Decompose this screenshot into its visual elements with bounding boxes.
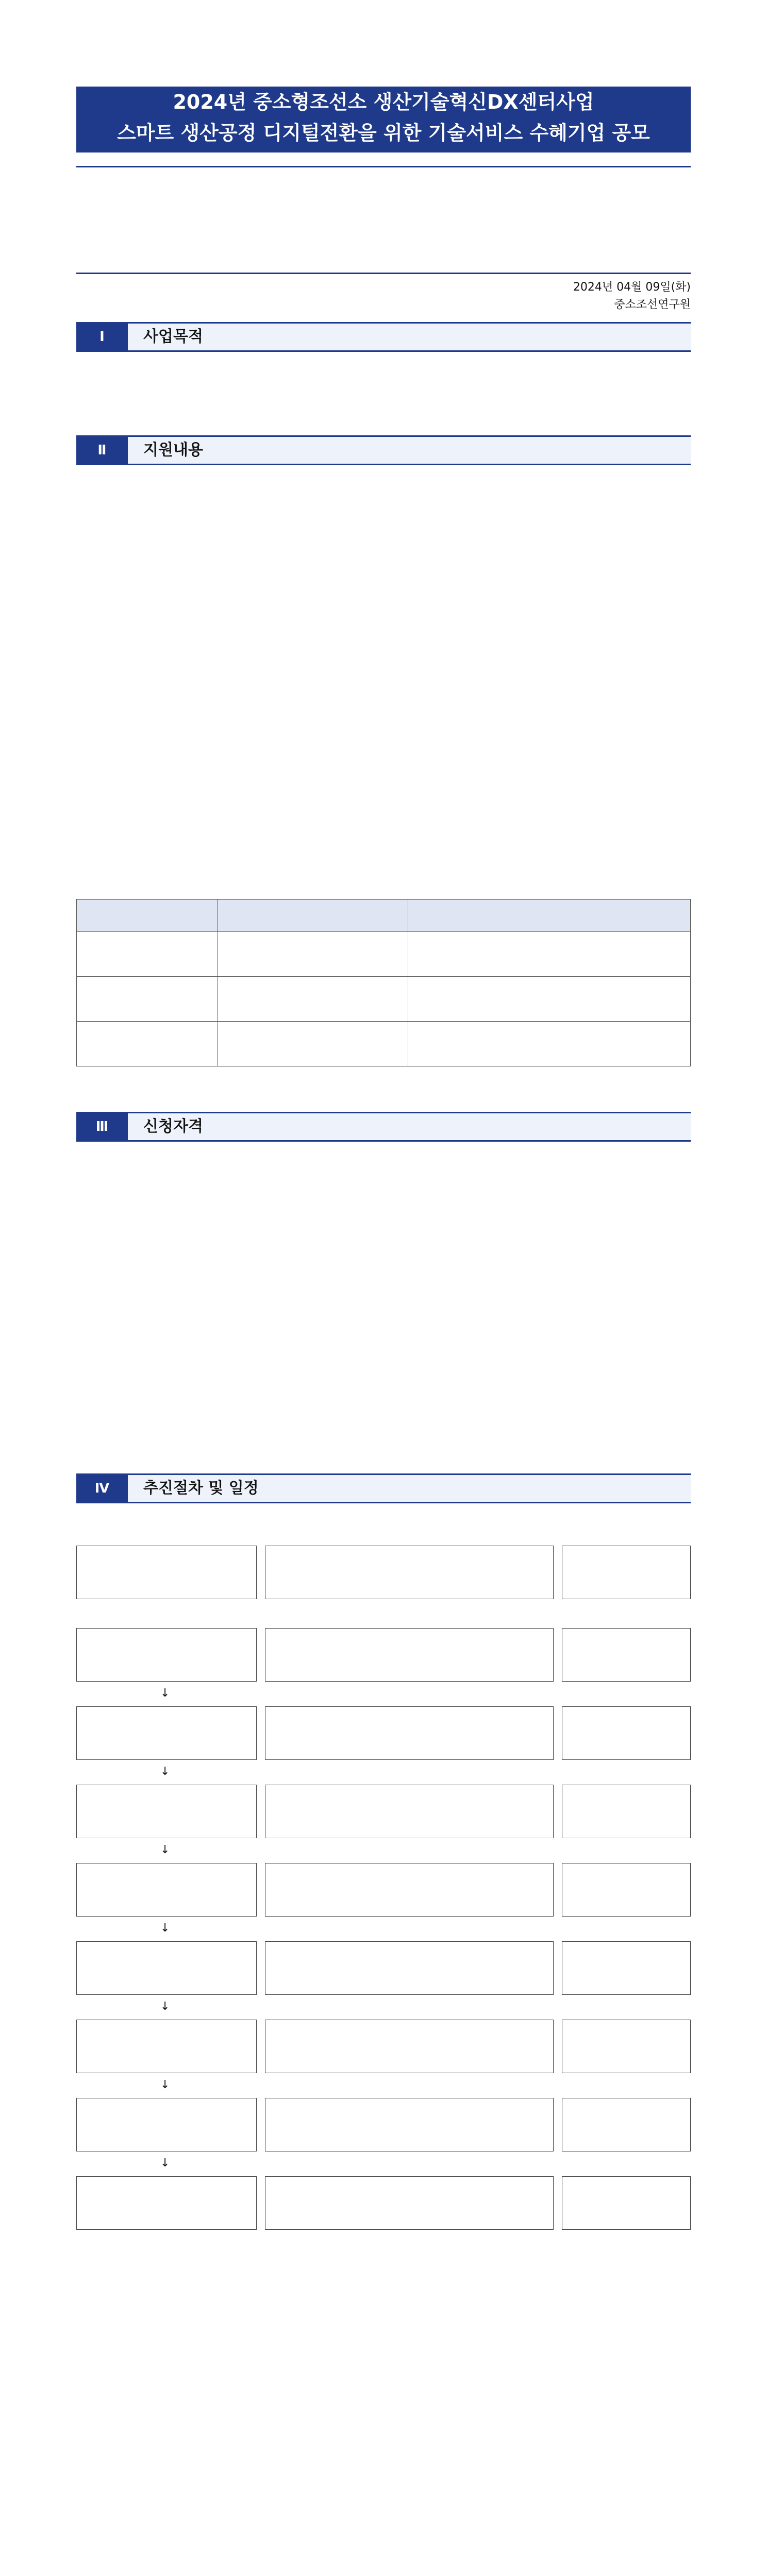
table-row: [77, 1022, 691, 1066]
procedure-org: [265, 2098, 554, 2151]
procedure-date: [562, 1628, 691, 1682]
procedure-row: [76, 2020, 691, 2073]
section-title: 추진절차 및 일정: [143, 1479, 259, 1497]
down-arrow-icon: ↓: [160, 2078, 170, 2091]
section-header-4: [76, 1473, 691, 1503]
procedure-row: [76, 1941, 691, 1995]
procedure-org-header: [265, 1546, 554, 1599]
support-table: [76, 899, 691, 1066]
procedure-org: [265, 1863, 554, 1917]
procedure-date: [562, 2176, 691, 2230]
procedure-date: [562, 1706, 691, 1760]
table-header-row: [77, 900, 691, 932]
procedure-date: [562, 2020, 691, 2073]
procedure-step: [76, 1706, 257, 1760]
procedure-date: [562, 2098, 691, 2151]
procedure-date: [562, 1785, 691, 1838]
table-row: [77, 977, 691, 1022]
notice-date: 2024년 04월 09일(화): [573, 281, 691, 294]
section-number: Ⅲ: [76, 1113, 128, 1140]
procedure-step: [76, 2176, 257, 2230]
procedure-org: [265, 2176, 554, 2230]
section-header-3: [76, 1112, 691, 1142]
procedure-org: [265, 1628, 554, 1682]
procedure-row: [76, 2098, 691, 2151]
notice-organization: 중소조선연구원: [614, 298, 691, 311]
down-arrow-icon: ↓: [160, 2000, 170, 2013]
section-number: Ⅱ: [76, 437, 128, 464]
down-arrow-icon: ↓: [160, 1922, 170, 1935]
down-arrow-icon: ↓: [160, 1843, 170, 1856]
procedure-row: [76, 1863, 691, 1917]
section-title: 신청자격: [143, 1117, 203, 1136]
procedure-header-row: [76, 1546, 691, 1599]
procedure-step: [76, 2098, 257, 2151]
down-arrow-icon: ↓: [160, 1687, 170, 1700]
procedure-flow: [76, 1546, 691, 2504]
procedure-step: [76, 1628, 257, 1682]
procedure-step: [76, 1941, 257, 1995]
section-number: Ⅳ: [76, 1475, 128, 1502]
procedure-row: [76, 1628, 691, 1682]
procedure-org: [265, 1941, 554, 1995]
procedure-row: [76, 1706, 691, 1760]
procedure-date: [562, 1941, 691, 1995]
procedure-date: [562, 1863, 691, 1917]
procedure-row: [76, 1785, 691, 1838]
title-banner: [76, 87, 691, 152]
procedure-date-header: [562, 1546, 691, 1599]
notice-box: [76, 166, 691, 274]
title-line-1: 2024년 중소형조선소 생산기술혁신DX센터사업: [173, 91, 594, 113]
procedure-org: [265, 1706, 554, 1760]
section-title: 사업목적: [143, 328, 203, 346]
procedure-step: [76, 2020, 257, 2073]
down-arrow-icon: ↓: [160, 1765, 170, 1778]
procedure-step-header: [76, 1546, 257, 1599]
table-row: [77, 932, 691, 977]
section-header-2: [76, 435, 691, 465]
procedure-step: [76, 1785, 257, 1838]
down-arrow-icon: ↓: [160, 2157, 170, 2170]
procedure-step: [76, 1863, 257, 1917]
procedure-org: [265, 1785, 554, 1838]
title-line-2: 스마트 생산공정 디지털전환을 위한 기술서비스 수혜기업 공모: [117, 122, 650, 144]
section-header-1: [76, 322, 691, 352]
procedure-row: [76, 2176, 691, 2230]
procedure-org: [265, 2020, 554, 2073]
section-title: 지원내용: [143, 441, 203, 459]
section-number: Ⅰ: [76, 324, 128, 350]
